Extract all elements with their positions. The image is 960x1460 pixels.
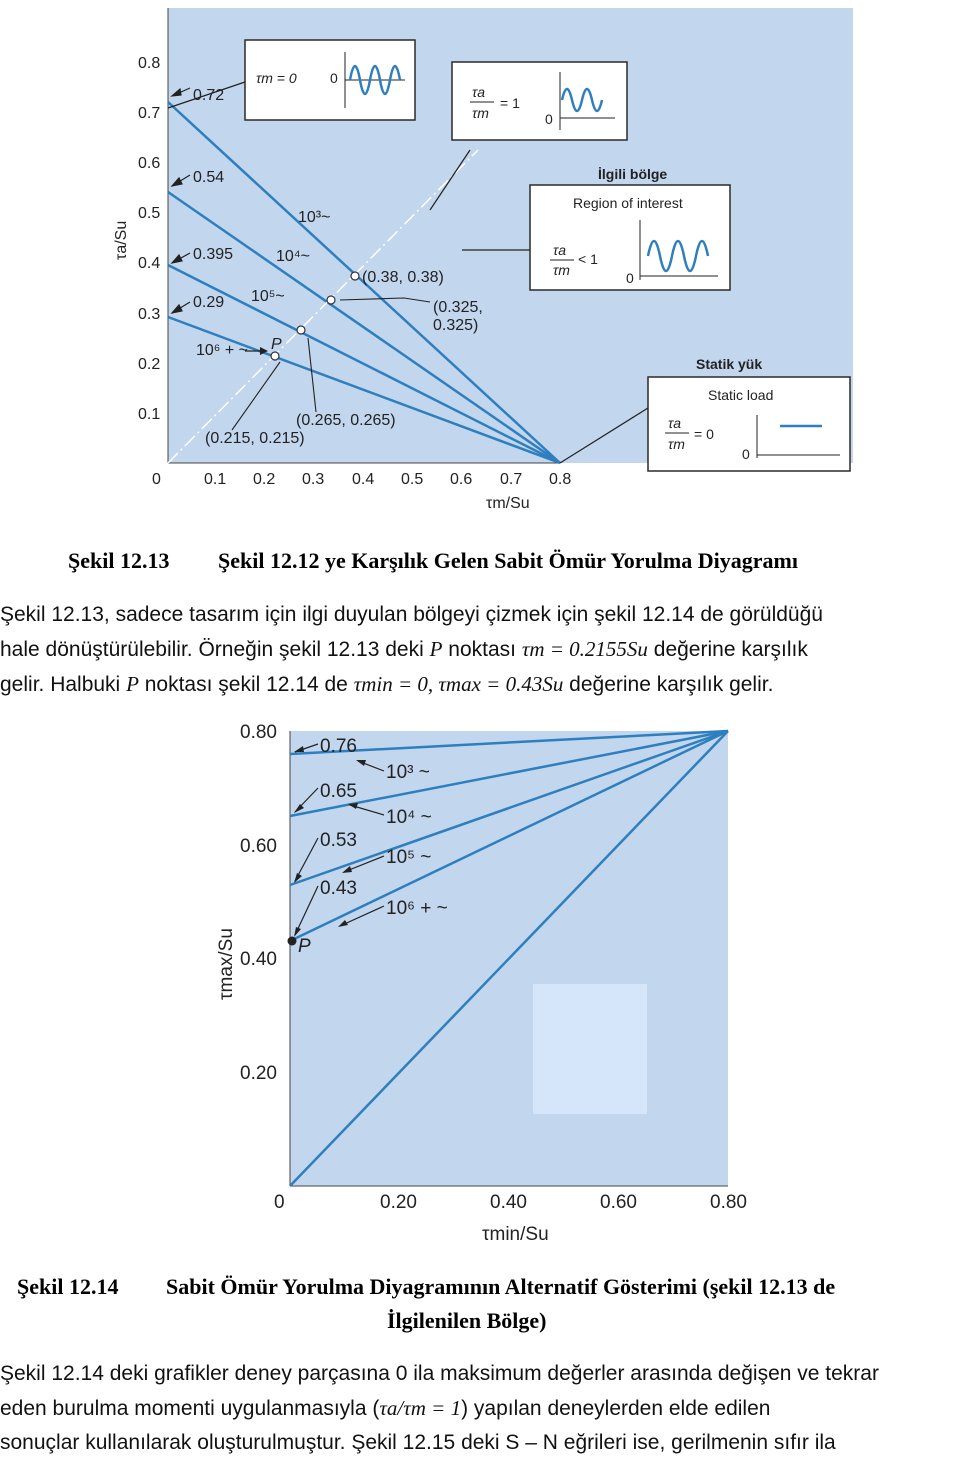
y-tick: 0.40: [240, 949, 277, 970]
cycle-label: 10⁶ + ~: [196, 342, 248, 359]
point-label: (0.38, 0.38): [362, 269, 444, 286]
light-patch: [533, 984, 647, 1114]
point-label: 0.325): [433, 317, 479, 334]
line-value-label: 0.54: [193, 169, 225, 186]
static-num: τa: [668, 415, 682, 431]
cycle-label: 10⁴~: [276, 248, 311, 265]
x-tick: 0.20: [380, 1192, 417, 1213]
region-num: τa: [553, 242, 567, 258]
point-p-label: P: [271, 336, 282, 353]
paragraph: [0, 598, 960, 702]
static-title-en: Static load: [708, 387, 774, 403]
y-tick: 0.5: [138, 205, 161, 222]
x-tick: 0.4: [352, 471, 375, 488]
inset-region-of-interest: [530, 166, 730, 290]
y-tick: 0.80: [240, 722, 277, 743]
x-tick: 0.7: [500, 471, 523, 488]
point-label: (0.265, 0.265): [296, 412, 396, 429]
x-tick: 0.8: [549, 471, 572, 488]
x-axis-label: τm/Su: [486, 495, 530, 512]
cycle-label: 10³ ~: [386, 762, 430, 783]
cycle-label: 10³~: [298, 209, 331, 226]
line-value-label: 0.395: [193, 246, 234, 263]
static-title-tr: Statik yük: [696, 356, 763, 372]
region-title-en: Region of interest: [573, 195, 683, 211]
y-axis-label: τa/Su: [113, 220, 130, 260]
x-tick: 0.3: [302, 471, 325, 488]
inset-den: τm: [472, 105, 489, 121]
inset-zero: 0: [545, 111, 553, 127]
line-value-label: 0.72: [193, 87, 225, 104]
figure-12-13: [0, 0, 960, 520]
figure-caption-text: Sabit Ömür Yorulma Diyagramının Alternatif Gösterimi (şekil 12.13 de: [166, 1274, 836, 1299]
inset-eq: = 1: [500, 95, 520, 111]
paragraph-line: eden burulma momenti uygulanmasıyla (τa/τm = 1) yapılan deneylerden elde edilen: [0, 1396, 771, 1420]
y-tick: 0.60: [240, 836, 277, 857]
figure-caption-number: Şekil 12.13: [68, 548, 170, 573]
paragraph-line: hale dönüştürülebilir. Örneğin şekil 12.13 deki P noktası τm = 0.2155Su değerine karşılık: [0, 637, 808, 661]
inset-tm-zero: [245, 40, 415, 120]
y-tick: 0.7: [138, 105, 161, 122]
static-eq: = 0: [694, 426, 714, 442]
y-tick: 0.20: [240, 1063, 277, 1084]
figure-caption-text-2: İlgilenilen Bölge): [387, 1308, 547, 1333]
x-tick: 0.60: [600, 1192, 637, 1213]
y-tick: 0.6: [138, 155, 161, 172]
inset-ratio-one: [452, 62, 627, 140]
static-den: τm: [668, 436, 685, 452]
line-value-label: 0.53: [320, 830, 357, 851]
x-tick: 0: [274, 1192, 285, 1213]
region-cond: < 1: [578, 251, 598, 267]
x-tick: 0.5: [401, 471, 424, 488]
region-zero: 0: [626, 270, 634, 286]
x-axis-label: τmin/Su: [482, 1224, 549, 1245]
cycle-label: 10⁵ ~: [386, 847, 432, 868]
paragraph-line: Şekil 12.13, sadece tasarım için ilgi duyulan bölgeyi çizmek için şekil 12.14 de görüldüğü: [0, 603, 823, 626]
point-label: (0.215, 0.215): [205, 430, 305, 447]
x-tick-labels: [152, 471, 571, 488]
paragraph-line: sonuçlar kullanılarak oluşturulmuştur. Şekil 12.15 deki S – N eğrileri ise, gerilmenin sıfır ila: [0, 1431, 836, 1454]
point-0265: [297, 326, 305, 334]
line-value-label: 0.76: [320, 736, 357, 757]
inset-formula: τm = 0: [256, 70, 297, 86]
figure-caption-number: Şekil 12.14: [17, 1274, 119, 1299]
y-tick: 0.3: [138, 306, 161, 323]
y-tick: 0.1: [138, 406, 161, 423]
inset-zero: 0: [330, 70, 338, 86]
region-title-tr: İlgili bölge: [598, 166, 668, 182]
line-value-label: 0.29: [193, 294, 225, 311]
line-value-label: 0.65: [320, 781, 357, 802]
cycle-label: 10⁵~: [251, 288, 285, 305]
paragraph-line: gelir. Halbuki P noktası şekil 12.14 de τmin = 0, τmax = 0.43Su değerine karşılık gelir.: [0, 672, 774, 696]
x-tick: 0.2: [253, 471, 276, 488]
point-038: [351, 272, 359, 280]
y-tick: 0.4: [138, 255, 161, 272]
x-tick: 0.40: [490, 1192, 527, 1213]
static-zero: 0: [742, 446, 750, 462]
region-den: τm: [553, 262, 570, 278]
point-p-label: P: [298, 936, 311, 957]
point-P: [271, 352, 279, 360]
cycle-label: 10⁴ ~: [386, 807, 432, 828]
figure-caption-text: Şekil 12.12 ye Karşılık Gelen Sabit Ömür Yorulma Diyagramı: [218, 548, 798, 573]
point-P: [288, 937, 297, 946]
x-tick: 0.80: [710, 1192, 747, 1213]
y-tick: 0.2: [138, 356, 161, 373]
line-value-label: 0.43: [320, 878, 357, 899]
point-0325: [327, 296, 335, 304]
cycle-label: 10⁶ + ~: [386, 898, 448, 919]
inset-num: τa: [472, 84, 486, 100]
x-tick: 0.6: [450, 471, 473, 488]
point-label: (0.325,: [433, 299, 483, 316]
figure-12-14: [0, 716, 960, 1256]
x-tick: 0.1: [204, 471, 227, 488]
y-tick-labels: [138, 55, 160, 423]
paragraph: [0, 1357, 960, 1460]
paragraph-line: Şekil 12.14 deki grafikler deney parçasına 0 ila maksimum değerler arasında değişen ve tekrar: [0, 1362, 879, 1385]
y-tick: 0.8: [138, 55, 161, 72]
x-tick: 0: [152, 471, 161, 488]
y-axis-label: τmax/Su: [216, 928, 237, 1000]
